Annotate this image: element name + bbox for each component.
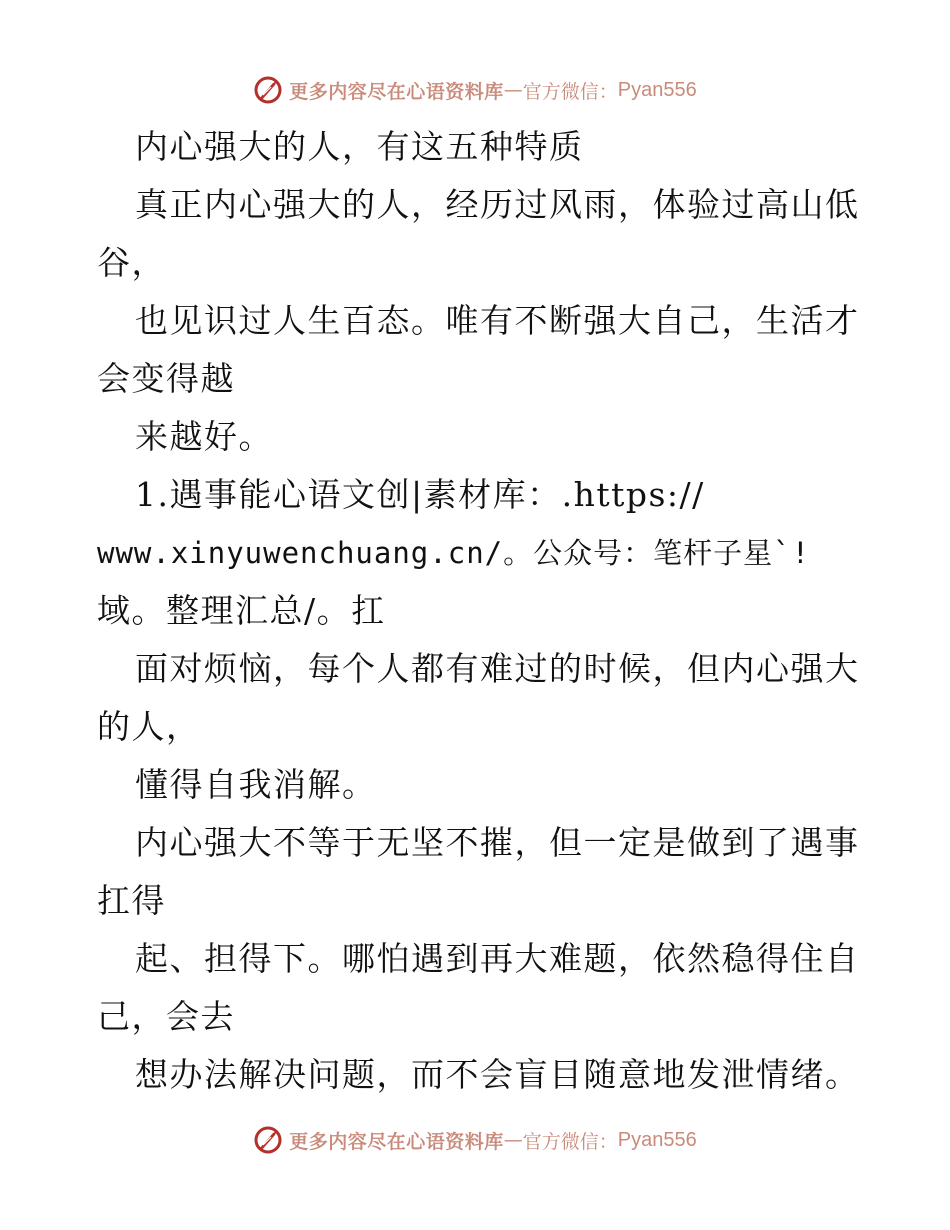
- header-wechat-label: 官方微信：: [522, 80, 618, 103]
- paragraph-line: 想办法解决问题，而不会盲目随意地发泄情绪。: [135, 1055, 860, 1094]
- header-site-text: 更多内容尽在心语资料库: [289, 80, 504, 103]
- paragraph-line: 也见识过人生百态。唯有不断强大自己，生活才: [135, 301, 860, 340]
- header-banner: [0, 70, 950, 110]
- document-title: 内心强大的人，有这五种特质: [135, 127, 584, 166]
- paragraph-line: 己，会去: [97, 997, 235, 1036]
- footer-site-text: 更多内容尽在心语资料库: [289, 1130, 504, 1153]
- paragraph-line: 谷，: [97, 243, 166, 282]
- paragraph-line: 面对烦恼，每个人都有难过的时候，但内心强大: [135, 649, 860, 688]
- quill-logo-icon: [253, 1125, 283, 1155]
- paragraph-line: 扛得: [97, 881, 166, 920]
- paragraph-line: 的人，: [97, 707, 201, 746]
- quill-logo-icon: [253, 75, 283, 105]
- paragraph-line: 域。整理汇总/。扛: [97, 591, 386, 630]
- paragraph-line: 来越好。: [135, 417, 273, 456]
- footer-wechat-label: 官方微信：: [522, 1130, 618, 1153]
- paragraph-line: 起、担得下。哪怕遇到再大难题，依然稳得住自: [135, 939, 860, 978]
- paragraph-line: 会变得越: [97, 359, 235, 398]
- footer-wechat-id: Pyan556: [617, 1128, 697, 1151]
- header-wechat-id: Pyan556: [617, 78, 697, 101]
- paragraph-line: 懂得自我消解。: [135, 765, 377, 804]
- paragraph-line: 真正内心强大的人，经历过风雨，体验过高山低: [135, 185, 860, 224]
- footer-banner: [0, 1120, 950, 1160]
- url-line: www.xinyuwenchuang.cn/。公众号：笔杆子星`!: [97, 536, 811, 570]
- section-heading-line: 1.遇事能心语文创|素材库：.https://: [135, 475, 705, 514]
- document-body: [97, 118, 860, 1104]
- header-separator: —: [503, 79, 523, 101]
- footer-separator: —: [503, 1129, 523, 1151]
- paragraph-line: 内心强大不等于无坚不摧，但一定是做到了遇事: [135, 823, 860, 862]
